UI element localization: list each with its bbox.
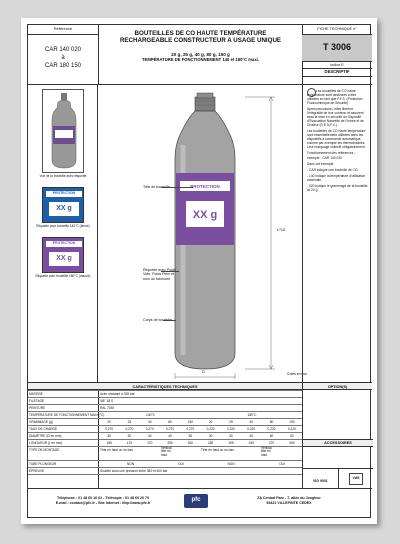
title-line-2: RECHARGEABLE CONSTRUCTEUR A USAGE UNIQUE (119, 37, 282, 44)
descriptif-paragraph: Les bouteilles de CO haute température sont destinées à être utilisées en tant que P.F.S. (Protection Fluorochimique de Sécurité). (307, 89, 363, 106)
diametre-label: DIAMÈTRE (D en mm) (29, 434, 62, 438)
montage-note-2: Vertical, tête en haut (161, 446, 173, 457)
vds-label: VdS (352, 476, 360, 480)
footer-address-2: 93421 VILLEPINTE CEDEX (266, 501, 312, 505)
iso-badge: ISO 9001 (313, 479, 328, 483)
dim-d: D (202, 369, 205, 374)
taux-label: TAUX DE CHARGE (29, 427, 58, 431)
row-diametre (28, 432, 302, 439)
peinture-value: RAL 7035 (100, 406, 115, 410)
callout-etiquette: Étiquette avec Poids Vide, Poids Plein et nom du fabricant (143, 268, 176, 281)
table-cell: 0,220 (287, 427, 296, 431)
blue-label-sample (42, 187, 84, 223)
table-cell: 0,270 (145, 427, 154, 431)
footer (28, 488, 372, 519)
small-view-box (42, 89, 84, 173)
table-cell: 155 (106, 441, 112, 445)
table-cell: 80 (269, 420, 274, 424)
reference-label: Référence (53, 26, 73, 31)
grammage-label: GRAMMAGE (g) (29, 420, 53, 424)
callout-tete: Tête de bouteille (143, 185, 170, 189)
table-cell: 0,220 (247, 427, 256, 431)
blue-label-mass: XX g (56, 205, 72, 212)
descriptif-paragraph: Après percussion, elles libèrent l'intégralité de leur contenu et assurent ainsi la mise en sécurité du Dispositif d'Évacuation Naturelle de Fumée et de Chaleur (D.E.N.F.C.). (307, 106, 364, 127)
temperature-140: 140°C (146, 413, 155, 417)
row-temperature (28, 411, 302, 418)
descriptif-panel (302, 85, 372, 382)
cotes-label: Cotes en mm (287, 372, 308, 376)
row-taux (28, 425, 302, 432)
table-cell: 40 (147, 434, 152, 438)
plongeur-3: NON (227, 462, 235, 466)
descriptif-paragraph: Dans cet exemple, (307, 162, 335, 167)
footer-contact-1: Téléphone : 01 48 60 16 02 - Télécopie : 01 48 60 20 70 (56, 496, 150, 500)
purple-label-sample (42, 237, 84, 273)
descriptif-label: DESCRIPTIF (324, 69, 350, 74)
fiche-number: T 3006 (322, 42, 352, 52)
table-cell: 0,220 (226, 427, 235, 431)
reference-value-1: CAR 140 020 (44, 47, 82, 53)
table-cell: 40 (147, 420, 152, 424)
fiche-label: FICHE TECHNIQUE n° (317, 27, 357, 31)
pfc-logo (184, 494, 208, 508)
montage-label: TYPE DE MONTAGE (29, 448, 60, 452)
table-cell: 250 (167, 441, 173, 445)
table-cell: 0,270 (166, 427, 175, 431)
cylinder-label-brand: PROTECTION (190, 184, 220, 189)
subtitle-line-2: TEMPÉRATURE DE FONCTIONNEMENT 140 et 180°C maxi. (141, 57, 259, 62)
dim-l: L*10 (277, 227, 286, 232)
accessoires-title: ACCESSOIRES (324, 441, 352, 445)
etiquette-140-label: Étiquette pour bouteille 140°C (bleue) (36, 224, 90, 228)
sheet-frame (27, 24, 371, 518)
descriptif-paragraph: exemple : CAR 140 020 (307, 156, 343, 161)
montage-note-4: Vertical, tête en haut (261, 446, 273, 457)
montage-note-3: Tête en haut ou en bas (201, 448, 234, 452)
table-cell: 240 (248, 441, 254, 445)
table-cell: 0,220 (206, 427, 215, 431)
title-line-1: BOUTEILLES DE CO HAUTE TEMPÉRATURE (134, 30, 267, 37)
table-cell: 170 (147, 441, 153, 445)
row-longueur (28, 439, 302, 446)
table-cell: 25 (229, 420, 233, 424)
table-cell: 40 (249, 420, 254, 424)
main-drawing (99, 85, 308, 382)
reference-value-3: CAR 180 150 (44, 63, 82, 69)
table-cell: 25 (127, 420, 132, 424)
table-cell: 175 (126, 441, 133, 445)
table-cell: 30 (208, 434, 213, 438)
row-filetage (28, 397, 302, 404)
row-montage (28, 446, 302, 460)
table-cell: 80 (168, 420, 172, 424)
etiquette-180-label: Étiquette pour bouteille 180°C (mauve) (35, 274, 91, 278)
header (28, 25, 372, 85)
options-panel (302, 390, 372, 488)
epreuve-label: ÉPREUVE (29, 469, 45, 473)
descriptif-paragraph: Les bouteilles de CO haute température sont essentiellement utilisées dans les dispositifs à commande automatique, comme par exemple les thermofusibles. Leur marquage collectif obligatoirement. (307, 128, 366, 149)
row-matiere (28, 390, 302, 397)
options-title: OPTION(S) (327, 384, 348, 389)
row-peinture (28, 404, 302, 411)
filetage-value: 5/8" 18 G (100, 399, 114, 403)
left-column (28, 85, 98, 382)
table-cell: 50 (290, 434, 294, 438)
purple-label-mass: XX g (56, 255, 72, 262)
table-cell: 40 (249, 434, 254, 438)
purple-label-brand: PROTECTION (52, 241, 76, 245)
technical-sheet (21, 18, 377, 524)
row-empty (28, 474, 302, 481)
filetage-label: FILETAGE (29, 399, 45, 403)
table-cell: 150 (187, 420, 193, 424)
table-cell: 20 (107, 420, 111, 424)
plongeur-4: OUI (279, 462, 285, 466)
epreuve-value: Soudée sous une pression entre 380 et 400 bar (100, 469, 168, 473)
table-cell: 270 (268, 441, 275, 445)
descriptif-paragraph: - 020 indique le grammage de la bouteille, ici 20 g. (307, 183, 369, 192)
descriptif-paragraph: - 140 indique la température d'utilisation maximale, (307, 173, 366, 182)
table-cell: 180 (207, 441, 214, 445)
plongeur-1: NON (126, 462, 135, 466)
matiere-label: MATIERE (29, 392, 43, 396)
pfc-logo-text: pfc (191, 497, 201, 503)
table-cell: 50 (188, 434, 193, 438)
section-bar (28, 382, 372, 390)
cert-area (303, 468, 373, 488)
footer-address-1: ZA Central Parc - 7, allée du Jongleur (257, 496, 321, 500)
caracteristiques-title: CARACTÉRISTIQUES TECHNIQUES (132, 384, 198, 389)
temperature-label: TEMPÉRATURE DE FONCTIONNEMENT MAXI (°C) (29, 413, 105, 417)
table-cell: 30 (127, 434, 132, 438)
reference-value-2: à (61, 55, 65, 61)
indice: Indice E (330, 63, 344, 67)
plongeur-label: TUBE PLONGEUR (29, 462, 57, 466)
table-cell: 20 (208, 420, 213, 424)
table-cell: 0,270 (186, 427, 195, 431)
plongeur-2: OUI (178, 462, 184, 466)
leader-tete (161, 187, 193, 188)
footer-contact-2: E-mail : contact@pfc.fr - Site Internet : http://www.pfc.fr (55, 501, 151, 505)
cylinder-drawing (99, 85, 302, 382)
small-cylinder-icon (43, 90, 85, 174)
table-cell: 0,270 (105, 427, 114, 431)
row-grammage (28, 418, 302, 425)
table-cell: 0,220 (267, 427, 276, 431)
table-cell: 305 (289, 441, 295, 445)
table-cell: 30 (229, 434, 233, 438)
vue-label: Vue de la bouteille avec étiquette (39, 174, 87, 178)
montage-note-1: Tête en haut ou en bas (100, 448, 133, 452)
descriptif-text (307, 89, 369, 194)
cylinder-label-mass: XX g (192, 209, 218, 221)
table-cell: 195 (228, 441, 234, 445)
table-cell: 300 (187, 441, 193, 445)
leader-corps (163, 320, 176, 321)
row-epreuve (28, 467, 302, 474)
table-cell: 50 (269, 434, 274, 438)
descriptif-paragraph: Fonctionnement des références : (307, 150, 356, 155)
blue-label-brand: PROTECTION (52, 191, 76, 195)
row-plongeur (28, 460, 302, 467)
descriptif-paragraph: - CAR indique une bouteille de CO, (307, 168, 359, 173)
table-cell: 30 (107, 434, 111, 438)
table-cell: 150 (289, 420, 295, 424)
table-cell: 40 (168, 434, 172, 438)
peinture-label: PEINTURE (29, 406, 46, 410)
longueur-label: LONGUEUR (L en mm) (29, 441, 63, 445)
leader-etiquette (161, 271, 179, 272)
matiere-value: Acier résistant à 328 bar (100, 392, 135, 396)
callout-corps: Corps de bouteille (143, 318, 172, 322)
table-cell: 0,270 (125, 427, 134, 431)
temperature-180: 180°C (247, 413, 257, 417)
subtitle-line-1: 20 g, 25 g, 40 g, 80 g, 150 g (171, 52, 230, 57)
characteristics-table (28, 390, 302, 488)
